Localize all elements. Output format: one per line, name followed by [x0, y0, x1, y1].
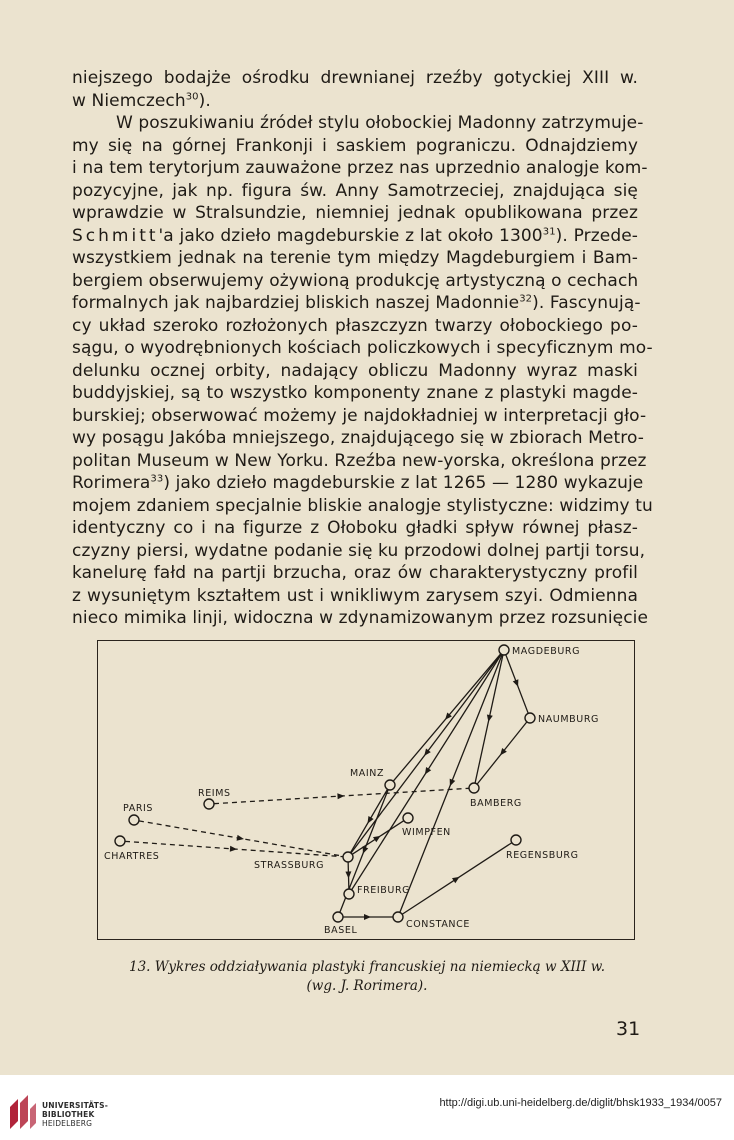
- city-label-strassburg: STRASSBURG: [254, 860, 325, 871]
- link-arrow-icon: [360, 846, 368, 855]
- caption-line-1: 13. Wykres oddziaływania plastyki francuskiej na niemiecką w XIII w.: [129, 959, 605, 975]
- text-line: Rorimera$^{33}$) jako dzieło magdeburskie z lat 1265 — 1280 wykazuje: [72, 473, 644, 493]
- library-logo-icon: [6, 1093, 40, 1133]
- body-text: [72, 67, 653, 630]
- city-node-chartres: [115, 836, 125, 846]
- text-line: buddyjskiej, są to wszystko komponenty znane z plastyki magde-: [72, 383, 638, 403]
- link-arrow-icon: [364, 914, 371, 920]
- library-name: UNIVERSITÄTS- BIBLIOTHEK HEIDELBERG: [42, 1101, 109, 1128]
- influence-diagram: [98, 641, 636, 941]
- city-label-bamberg: BAMBERG: [470, 798, 522, 809]
- link-arrow-icon: [452, 874, 461, 883]
- text-line: wszystkiem jednak na terenie tym między Magdeburgiem i Bam-: [72, 248, 638, 268]
- text-line: politan Museum w New Yorku. Rzeźba new-yorska, określona przez: [72, 450, 647, 471]
- text-line: nieco mimika linji, widoczna w zdynamizowanym przez rozsunięcie: [72, 608, 649, 628]
- link-arrow-icon: [237, 835, 245, 842]
- link-arrow-icon: [373, 833, 382, 842]
- link-arrow-icon: [337, 793, 344, 799]
- figure-caption: [80, 958, 654, 996]
- city-node-regensburg: [511, 835, 521, 845]
- diagram-figure: [97, 640, 635, 940]
- text-line: mojem zdaniem specjalnie bliskie analogje stylistyczne: widzimy tu: [72, 495, 653, 516]
- city-label-wimpfen: WIMPFEN: [402, 827, 451, 838]
- text-line: W poszukiwaniu źródeł stylu ołobockiej Madonny zatrzymuje-: [116, 113, 644, 133]
- link-arrow-icon: [513, 679, 521, 688]
- text-line: my się na górnej Frankonji i saskiem pograniczu. Odnajdziemy: [72, 135, 638, 156]
- city-node-mainz: [385, 780, 395, 790]
- city-node-constance: [393, 912, 403, 922]
- source-url-link[interactable]: http://digi.ub.uni-heidelberg.de/diglit/bhsk1933_1934/0057: [439, 1097, 722, 1109]
- city-node-bamberg: [469, 783, 479, 793]
- link-arrow-icon: [345, 871, 351, 878]
- city-label-chartres: CHARTRES: [104, 851, 160, 862]
- text-line: z wysuniętym kształtem ust i wnikliwym zarysem szyi. Odmienna: [72, 585, 638, 606]
- text-line: delunku ocznej orbity, nadający obliczu Madonny wyraz maski: [72, 360, 638, 381]
- city-label-regensburg: REGENSBURG: [506, 850, 579, 861]
- text-line: sągu, o wyodrębnionych kościach policzkowych i specyficznym mo-: [72, 338, 653, 358]
- text-line: kanelurę fałd na partji brzucha, oraz ów charakterystyczny profil: [72, 563, 638, 583]
- page-number: 31: [616, 1018, 641, 1040]
- caption-line-2: (wg. J. Rorimera).: [306, 978, 428, 994]
- text-line: niejszego bodajże ośrodku drewnianej rzeźby gotyckiej XIII w.: [72, 68, 638, 88]
- city-label-paris: PARIS: [123, 803, 154, 814]
- text-line: wprawdzie w Stralsundzie, niemniej jednak opublikowana przez: [72, 203, 638, 223]
- city-label-magdeburg: MAGDEBURG: [512, 646, 581, 657]
- text-line: w Niemczech$^{30}$).: [72, 90, 211, 111]
- text-line: wy posągu Jakóba mniejszego, znajdującego się w zbiorach Metro-: [72, 428, 644, 448]
- city-node-wimpfen: [403, 813, 413, 823]
- text-line: cy układ szeroko rozłożonych płaszczyzn twarzy ołobockiego po-: [72, 315, 638, 336]
- city-node-reims: [204, 799, 214, 809]
- text-line: burskiej; obserwować możemy je najdokładniej w interpretacji gło-: [72, 405, 647, 426]
- city-label-mainz: MAINZ: [350, 768, 385, 779]
- city-label-constance: CONSTANCE: [406, 919, 470, 930]
- city-label-naumburg: NAUMBURG: [538, 714, 599, 725]
- city-label-basel: BASEL: [324, 925, 358, 936]
- city-node-paris: [129, 815, 139, 825]
- link-arrow-icon: [447, 779, 455, 788]
- city-node-freiburg: [344, 889, 354, 899]
- text-line: identyczny co i na figurze z Ołoboku gładki spływ równej płasz-: [72, 518, 638, 538]
- text-line: Schmitt'a jako dzieło magdeburskie z lat około 1300$^{31}$). Przede-: [72, 225, 638, 246]
- city-label-reims: REIMS: [198, 788, 231, 799]
- city-node-magdeburg: [499, 645, 509, 655]
- link-arrow-icon: [230, 846, 237, 852]
- text-line: bergiem obserwujemy ożywioną produkcję artystyczną o cechach: [72, 270, 639, 291]
- text-line: formalnych jak najbardziej bliskich naszej Madonnie$^{32}$). Fascynują-: [72, 293, 641, 313]
- city-label-freiburg: FREIBURG: [357, 885, 411, 896]
- city-node-strassburg: [343, 852, 353, 862]
- text-line: i na tem terytorjum zauważone przez nas uprzednio analogje kom-: [72, 158, 648, 178]
- text-line: czyzny piersi, wydatne podanie się ku przodowi dolnej partji torsu,: [72, 540, 646, 561]
- city-node-basel: [333, 912, 343, 922]
- text-line: pozycyjne, jak np. figura św. Anny Samotrzeciej, znajdująca się: [72, 180, 638, 201]
- link-arrow-icon: [422, 767, 431, 776]
- city-node-naumburg: [525, 713, 535, 723]
